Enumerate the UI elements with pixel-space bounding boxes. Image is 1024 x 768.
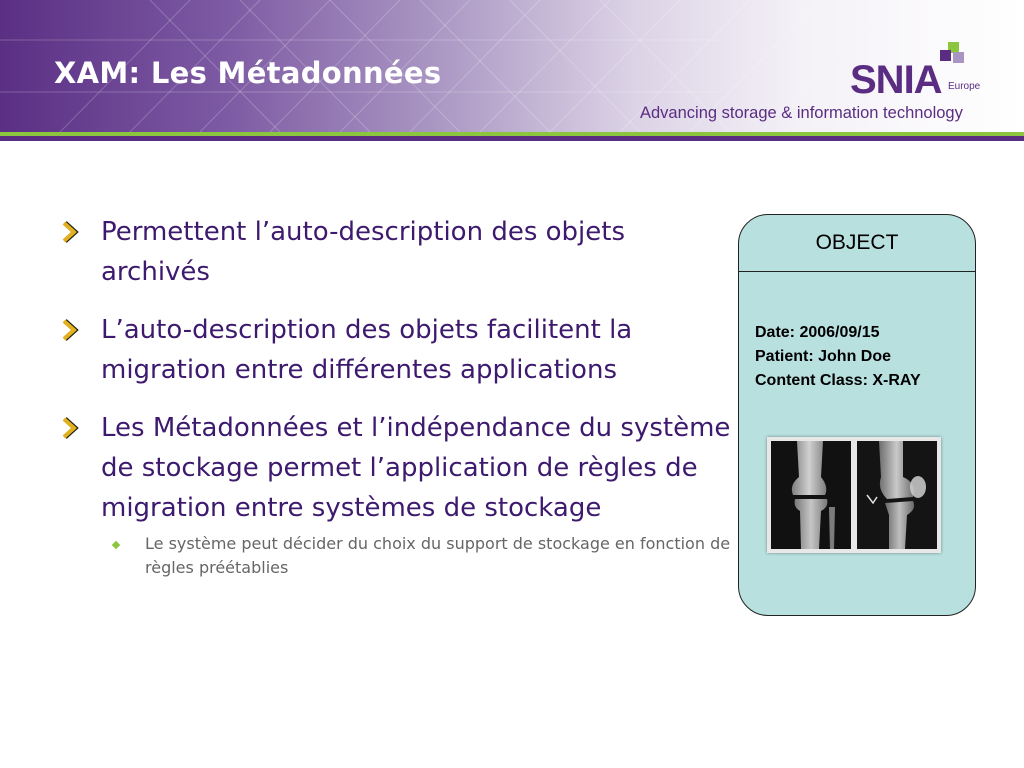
bullet-item [62,212,742,292]
logo-wordmark: SNIA [850,58,942,102]
metadata-date: Date: 2006/09/15 [755,324,880,341]
chevron-bullet-icon [62,221,80,243]
bullet-text: Permettent l’auto-description des objets archivés [101,217,625,287]
sub-bullet-text: Le système peut décider du choix du support de stockage en fonction de règles préétablies [145,534,731,577]
object-title: OBJECT [739,215,975,272]
chevron-bullet-icon [62,319,80,341]
xray-picture [767,437,941,553]
slide-title: XAM: Les Métadonnées [54,56,442,90]
slide-header [0,0,1024,132]
sub-bullet-item [62,532,742,580]
metadata-patient: Patient: John Doe [755,348,892,365]
knee-xray-image [767,437,941,553]
logo-squares-icon [940,42,966,68]
logo-region: Europe [948,81,981,92]
object-metadata [755,321,921,393]
bullet-item [62,408,742,528]
diamond-bullet-icon [112,541,120,549]
header-rule-purple [0,136,1024,141]
metadata-content-class: Content Class: X-RAY [755,372,921,389]
snia-logo [820,38,990,102]
bullet-list [62,212,742,580]
bullet-text: Les Métadonnées et l’indépendance du système de stockage permet l’application de règles de migration entre systèmes de stockage [101,413,731,523]
chevron-bullet-icon [62,417,80,439]
object-box [738,214,976,616]
bullet-item [62,310,742,390]
bullet-text: L’auto-description des objets facilitent la migration entre différentes applications [101,315,633,385]
logo-tagline: Advancing storage & information technology [640,104,963,122]
